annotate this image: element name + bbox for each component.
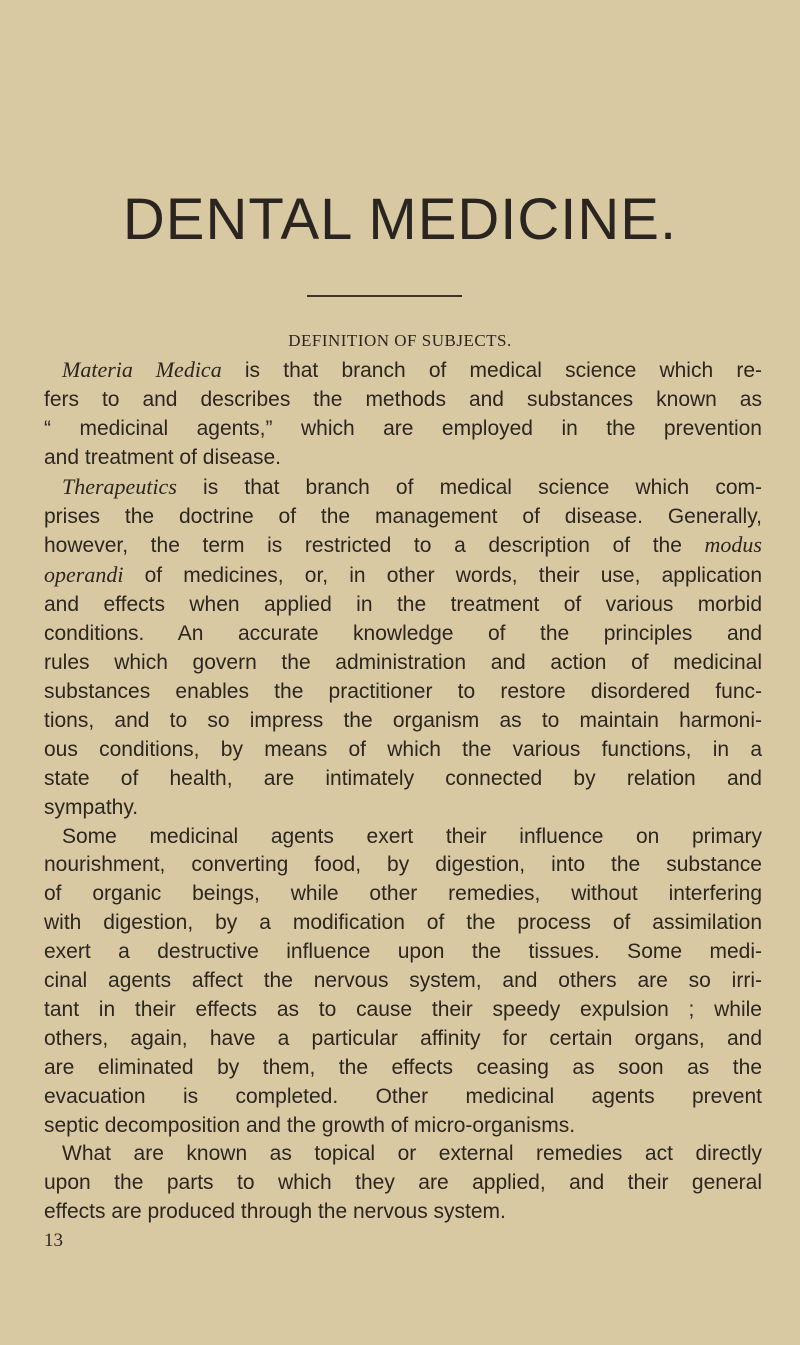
- page-number: 13: [44, 1230, 63, 1252]
- term-modus: modus: [704, 532, 762, 558]
- text-line: tant in their effects as to cause their speedy expulsion ; while: [44, 997, 762, 1021]
- text-line: sympathy.: [44, 795, 139, 819]
- text-line: cinal agents affect the nervous system, and others are so irri-: [44, 969, 762, 993]
- text-line: with digestion, by a modification of the process of assimilation: [44, 911, 762, 935]
- text-line: effects are produced through the nervous system.: [44, 1200, 506, 1224]
- body-text: [44, 356, 762, 1256]
- text-line: rules which govern the administration and action of medicinal: [44, 651, 762, 675]
- text-line: however, the term is restricted to a description of the modus: [44, 532, 762, 558]
- text-line: septic decomposition and the growth of micro-organisms.: [44, 1113, 576, 1137]
- text-line: evacuation is completed. Other medicinal agents prevent: [44, 1084, 762, 1108]
- text-line: of organic beings, while other remedies, without interfering: [44, 882, 762, 906]
- section-heading: DEFINITION OF SUBJECTS.: [288, 331, 512, 350]
- term-therapeutics: Therapeutics: [62, 473, 177, 499]
- text-line: state of health, are intimately connected by relation and: [44, 766, 762, 790]
- text-line: are eliminated by them, the effects ceasing as soon as the: [44, 1055, 762, 1079]
- text-line: “ medicinal agents,” which are employed in the prevention: [44, 416, 762, 440]
- text-line: Materia Medica is that branch of medical science which re-: [62, 357, 762, 382]
- text-line: conditions. An accurate knowledge of the principles and: [44, 622, 762, 646]
- text-line: and effects when applied in the treatment of various morbid: [44, 593, 762, 617]
- text-line: exert a destructive influence upon the tissues. Some medi-: [44, 940, 762, 964]
- text-line: Some medicinal agents exert their influence on primary: [62, 824, 762, 848]
- text-line: upon the parts to which they are applied, and their general: [44, 1171, 762, 1195]
- text-line: substances enables the practitioner to restore disordered func-: [44, 679, 762, 703]
- term-operandi: operandi: [44, 562, 124, 588]
- text-line: others, again, have a particular affinity for certain organs, and: [44, 1026, 762, 1050]
- title-rule: [307, 295, 462, 297]
- text-line: What are known as topical or external remedies act directly: [62, 1142, 762, 1166]
- text-line: prises the doctrine of the management of disease. Generally,: [44, 504, 762, 528]
- term-materia-medica: Materia Medica: [62, 357, 222, 382]
- text-line: fers to and describes the methods and substances known as: [44, 387, 762, 411]
- text-line: nourishment, converting food, by digestion, into the substance: [44, 853, 762, 877]
- page-title: DENTAL MEDICINE.: [122, 187, 678, 252]
- text-line: ous conditions, by means of which the various functions, in a: [44, 737, 762, 761]
- text-line: and treatment of disease.: [44, 445, 281, 469]
- text-line: tions, and to so impress the organism as to maintain harmoni-: [44, 708, 762, 732]
- text-line: Therapeutics is that branch of medical science which com-: [62, 473, 762, 499]
- text-line: operandi of medicines, or, in other words, their use, application: [44, 562, 762, 588]
